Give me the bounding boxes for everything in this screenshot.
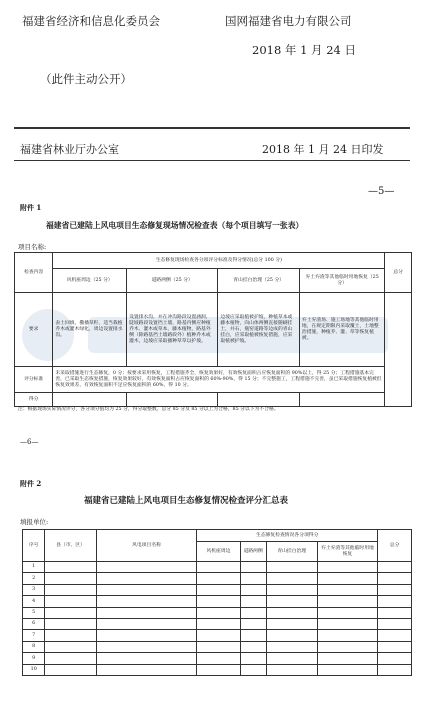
- row-cell: [317, 653, 377, 664]
- row-cell: [317, 618, 377, 629]
- row-cell: [96, 664, 196, 675]
- row-cell: [378, 641, 412, 652]
- row-cell: [317, 607, 377, 618]
- row-cell: [197, 607, 240, 618]
- row-cell: [266, 573, 317, 584]
- issuer-right: 国网福建省电力有限公司: [225, 14, 352, 28]
- row-seq: 6: [23, 618, 45, 629]
- subheader-spoil-land: 弃土弃渣等其他临时用地恢复（25 分）: [299, 269, 384, 293]
- attachment1-label: 附件 1: [20, 203, 42, 212]
- row-cell: [317, 630, 377, 641]
- row-cell: [378, 573, 412, 584]
- row-cell: [240, 641, 266, 652]
- header-project: 风电项目名称: [96, 530, 196, 562]
- summary-table: [22, 529, 412, 676]
- header-county: 县（市、区）: [45, 530, 96, 562]
- page-number-5: —5—: [368, 186, 395, 197]
- row-cell: [45, 584, 96, 595]
- header-check-content: 检查内容: [15, 253, 53, 293]
- row-cell: [266, 641, 317, 652]
- scoring-criteria: 未采取措施进行生态修复，0 分；按要求采用恢复，工程措施齐全，恢复效果好，有效恢复面积占应恢复面积的 90%以上，得 25 分；工程措施基本完善，已采取生态恢复措施，恢复效果较好，有效恢复面积占应恢复面积的 60%-90%，得 15 分；不完整施工，工程措施不完善，虽已采取措施恢复植被但恢复效果差，有效恢复面积不足应恢复面积的 60%，得 10 分。: [53, 367, 385, 393]
- row-cell: [266, 596, 317, 607]
- issue-date: 2018 年 1 月 24 日: [252, 43, 356, 57]
- attachment2-label: 附件 2: [20, 479, 42, 488]
- table-row: [23, 664, 412, 675]
- row-cell: [197, 573, 240, 584]
- divider-bottom: [14, 160, 410, 161]
- header-total: 总分: [385, 253, 412, 293]
- row-seq: 5: [23, 607, 45, 618]
- row-cell: [266, 562, 317, 573]
- row-cell: [197, 630, 240, 641]
- row-cell: [197, 641, 240, 652]
- row-cell: [45, 653, 96, 664]
- row-seq: 10: [23, 664, 45, 675]
- row-cell: [240, 630, 266, 641]
- row-cell: [197, 584, 240, 595]
- row-seq: 3: [23, 584, 45, 595]
- row-cell: [240, 618, 266, 629]
- row-cell: [317, 641, 377, 652]
- issuer-left: 福建省经济和信息化委员会: [22, 14, 160, 28]
- table-row: [23, 607, 412, 618]
- table-row: [23, 653, 412, 664]
- row-cell: [317, 596, 377, 607]
- row-cell: [45, 630, 96, 641]
- header-total: 总分: [378, 530, 412, 562]
- subheader-green-mountain: 青山挂白治理（25 分）: [218, 269, 300, 293]
- attachment1-title: 福建省已建陆上风电项目生态修复现场情况检查表（每个项目填写一张表）: [46, 221, 304, 230]
- row-cell: [266, 584, 317, 595]
- row-label-requirements: 要求: [15, 293, 53, 367]
- row-cell: [266, 607, 317, 618]
- row-cell: [266, 664, 317, 675]
- row-cell: [378, 664, 412, 675]
- row-cell: [96, 630, 196, 641]
- row-cell: [317, 562, 377, 573]
- attachment2-title: 福建省已建陆上风电项目生态修复情况检查评分汇总表: [84, 496, 289, 506]
- row-cell: [197, 596, 240, 607]
- header-seq: 序号: [23, 530, 45, 562]
- table-row: [23, 562, 412, 573]
- row-seq: 8: [23, 641, 45, 652]
- header-score-group: 生态修复现场检查各分项评分标准及得分情况(总分 100 分): [53, 253, 385, 269]
- row-seq: 9: [23, 653, 45, 664]
- score-spoil-land: [299, 393, 384, 407]
- row-cell: [266, 653, 317, 664]
- row-cell: [378, 596, 412, 607]
- row-cell: [96, 562, 196, 573]
- row-cell: [317, 664, 377, 675]
- row-cell: [317, 573, 377, 584]
- subheader-spoil-land: 弃土弃渣等其他临时用地恢复: [317, 542, 377, 562]
- project-name-label: 项目名称:: [18, 243, 47, 251]
- table-row: [23, 596, 412, 607]
- row-cell: [197, 653, 240, 664]
- office-name: 福建省林业厅办公室: [20, 143, 119, 156]
- table-row: [23, 618, 412, 629]
- table-row: [23, 584, 412, 595]
- row-cell: [378, 607, 412, 618]
- table-row: [23, 641, 412, 652]
- requirement-spoil-land: 弃土弃渣场、施工场地等其他临时用地，在规定期限内采取覆土，土地整治措施，种植乔、灌、草等恢复植被。: [299, 293, 384, 367]
- attachment1-note: 注：根据现场实际情况评分，各分项分值均为 25 分，得分取整数。总分 85 分及 85 分以上为合格，85 分以下为不合格。: [18, 407, 279, 412]
- row-cell: [240, 653, 266, 664]
- row-cell: [45, 596, 96, 607]
- row-cell: [240, 664, 266, 675]
- row-seq: 2: [23, 573, 45, 584]
- row-cell: [96, 607, 196, 618]
- subheader-green-mountain: 青山挂白治理: [266, 542, 317, 562]
- row-cell: [378, 618, 412, 629]
- subheader-fan-base: 风机座周边: [197, 542, 240, 562]
- subheader-road-sides: 道路两侧: [240, 542, 266, 562]
- total-score-cell: [385, 293, 412, 407]
- row-cell: [266, 618, 317, 629]
- row-cell: [240, 584, 266, 595]
- row-cell: [240, 607, 266, 618]
- requirement-fan-base: 表土回填，撒播草籽，适当栽植乔木或灌木绿化，周边设置排水沟。: [53, 293, 127, 367]
- inspection-table: [14, 252, 412, 407]
- row-seq: 7: [23, 630, 45, 641]
- row-label-score: 得分: [15, 393, 53, 407]
- row-cell: [45, 641, 96, 652]
- row-cell: [378, 653, 412, 664]
- row-cell: [45, 618, 96, 629]
- row-cell: [197, 664, 240, 675]
- row-seq: 4: [23, 596, 45, 607]
- row-cell: [240, 573, 266, 584]
- divider-top: [14, 127, 410, 129]
- row-cell: [378, 584, 412, 595]
- row-cell: [96, 618, 196, 629]
- requirement-road-sides: 设置排水沟，并在冲沟路段设置涵洞，陡坡路段设置挡土墙，路基内侧应种植乔木、灌木或草本、藤本植物，路基外侧（除路基挡土墙路段外）植种乔木或灌木，边坡应采取播种草草以护坡。: [127, 293, 218, 367]
- fill-unit-label: 填报单位:: [20, 518, 49, 526]
- row-cell: [378, 630, 412, 641]
- row-cell: [45, 664, 96, 675]
- row-cell: [96, 596, 196, 607]
- row-cell: [197, 618, 240, 629]
- row-cell: [45, 562, 96, 573]
- disclosure-note: （此件主动公开）: [40, 72, 132, 86]
- row-cell: [96, 653, 196, 664]
- row-label-scoring: 评分标准: [15, 367, 53, 393]
- header-score-group: 生态修复检查情况各分项得分: [197, 530, 378, 542]
- row-cell: [378, 562, 412, 573]
- row-cell: [266, 630, 317, 641]
- table-row: [23, 630, 412, 641]
- row-cell: [45, 607, 96, 618]
- row-cell: [45, 573, 96, 584]
- requirement-green-mountain: 边坡应采取植被护坡，种植草本或藤本植物，向山体两侧直接随刷挂土，并石，瓶窑道路等边成的青山挂白，应采取植被恢复措施，应采取植被护坡。: [218, 293, 300, 367]
- row-cell: [240, 562, 266, 573]
- page-number-6: —6—: [20, 438, 39, 446]
- row-cell: [317, 584, 377, 595]
- table-row: [23, 573, 412, 584]
- row-cell: [96, 641, 196, 652]
- row-seq: 1: [23, 562, 45, 573]
- print-date: 2018 年 1 月 24 日印发: [262, 143, 384, 156]
- row-cell: [96, 584, 196, 595]
- subheader-road-sides: 道路两侧（25 分）: [127, 269, 218, 293]
- row-cell: [197, 562, 240, 573]
- row-cell: [96, 573, 196, 584]
- subheader-fan-base: 风机座周边（25 分）: [53, 269, 127, 293]
- row-cell: [240, 596, 266, 607]
